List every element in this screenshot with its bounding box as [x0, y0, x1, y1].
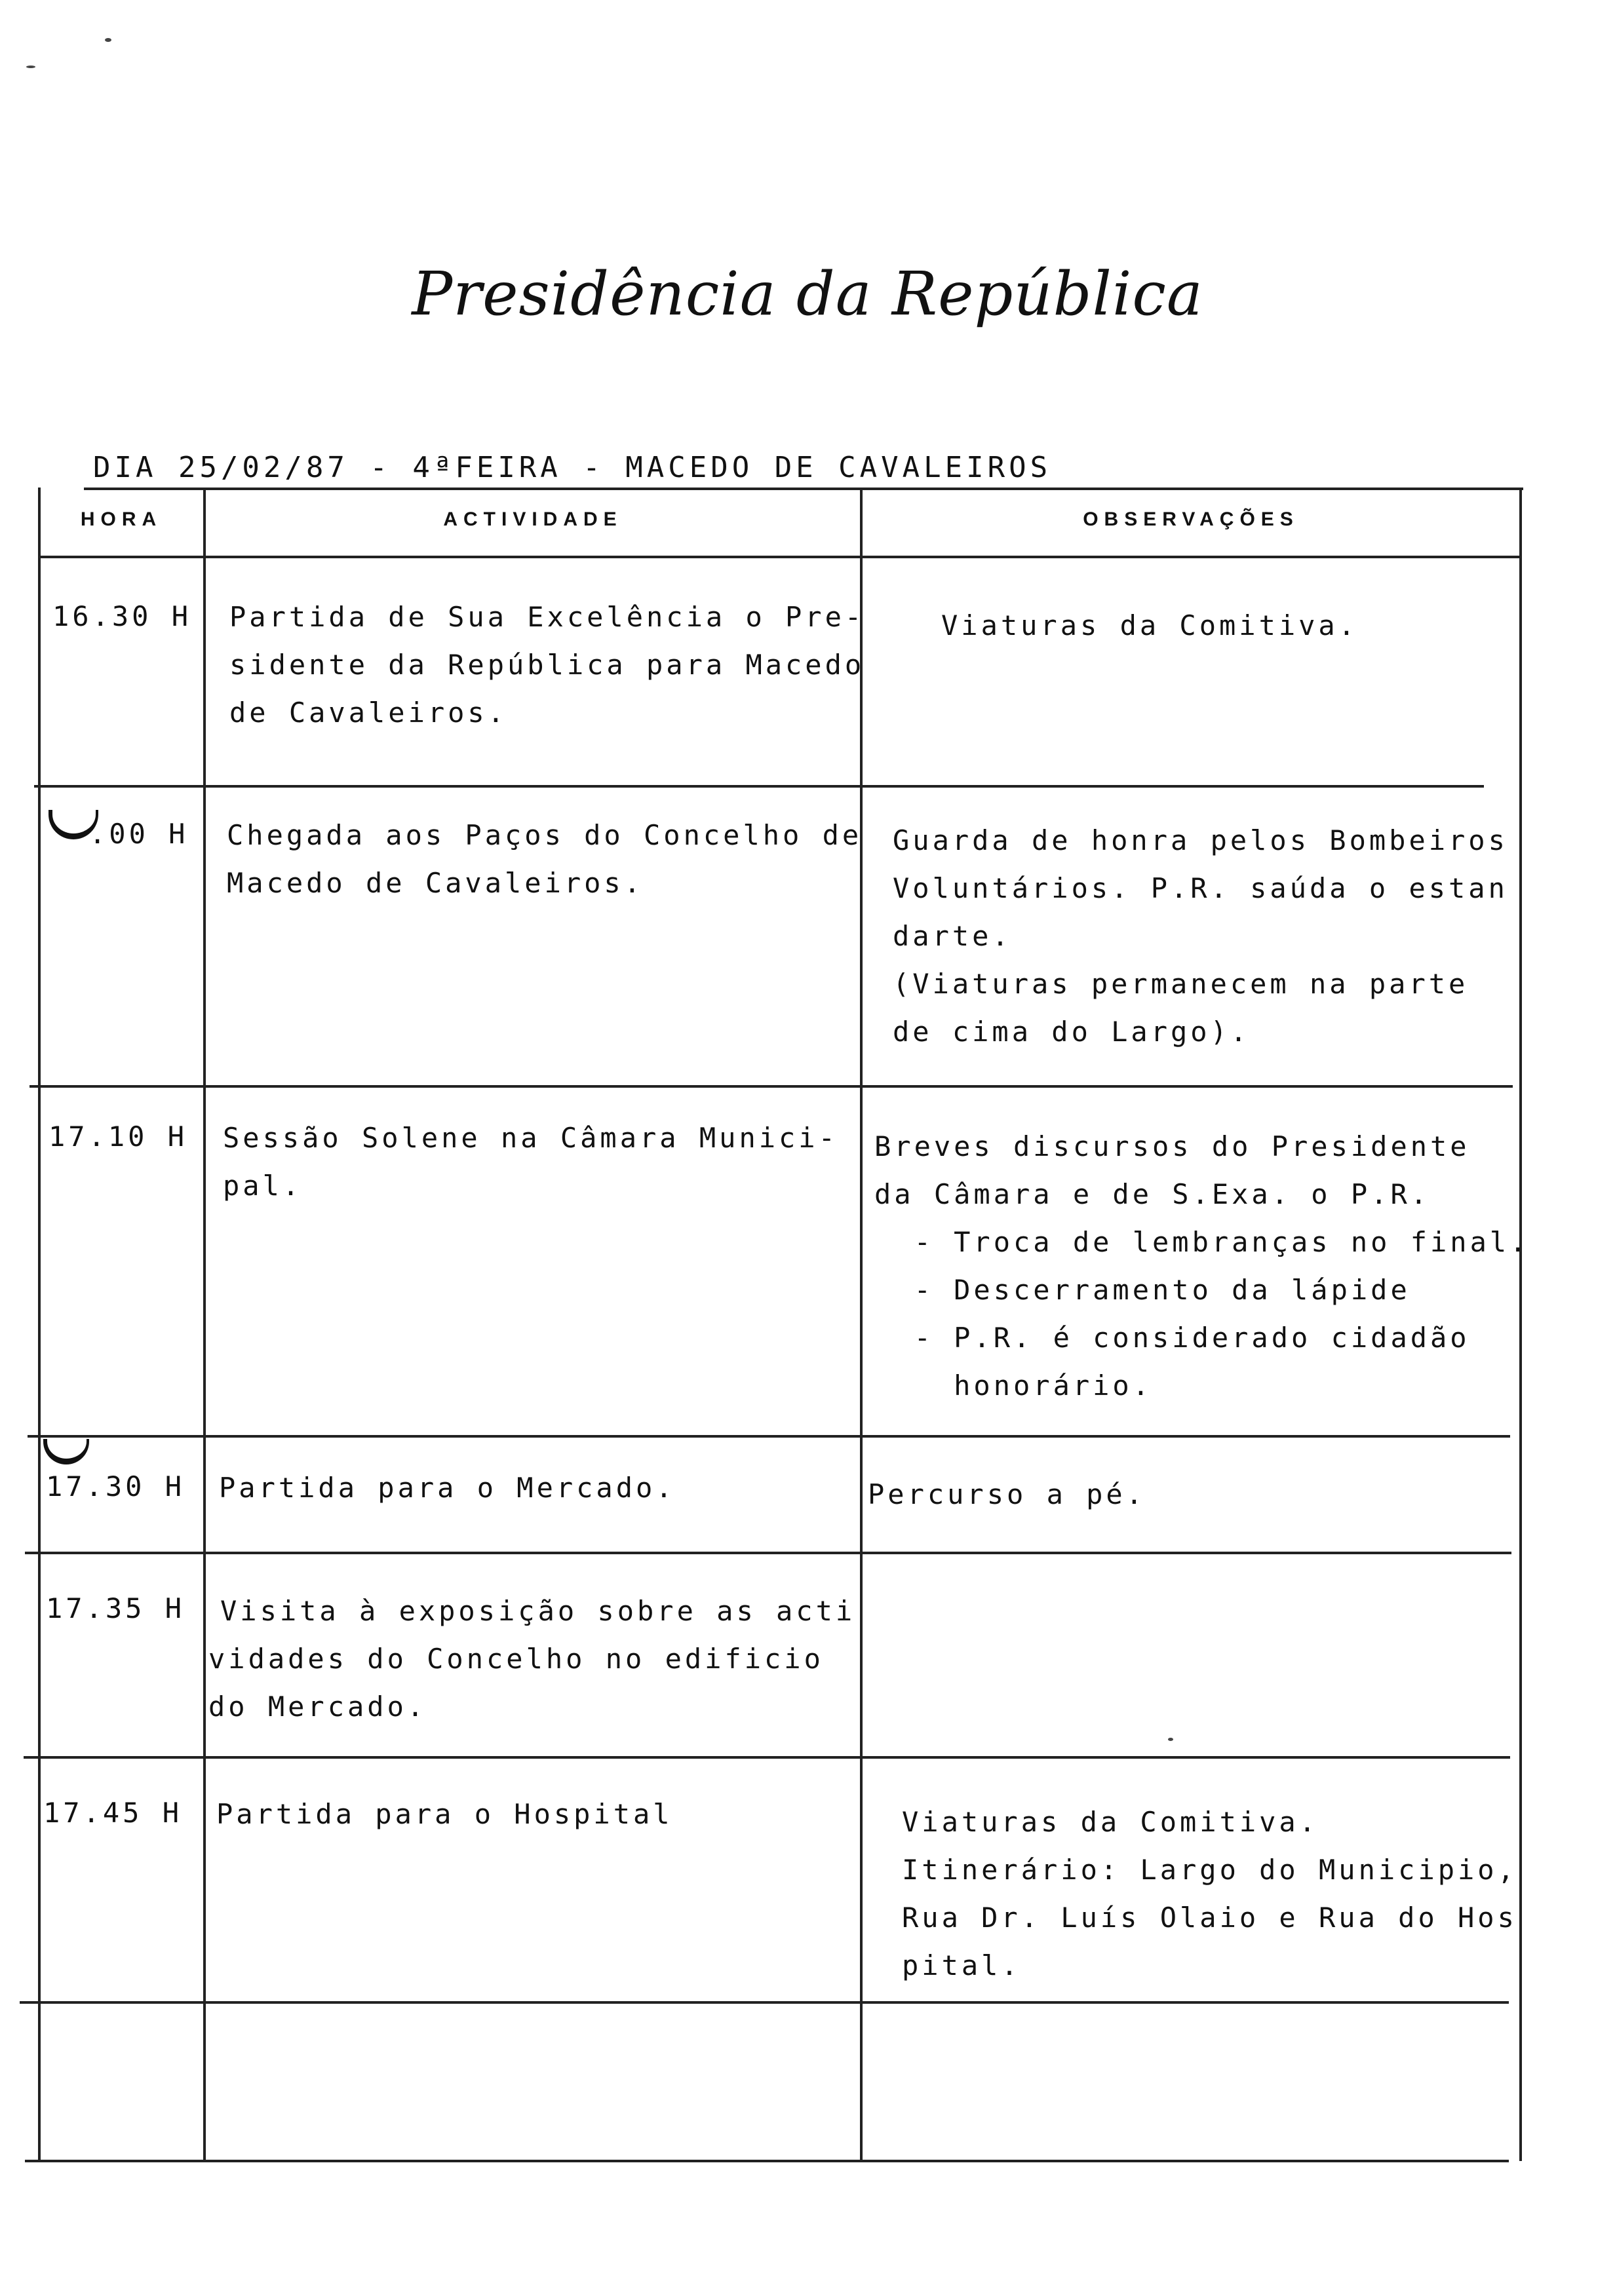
- line: darte.: [893, 920, 1012, 952]
- line: Breves discursos do Presidente: [874, 1130, 1470, 1162]
- scan-speck: [1168, 1738, 1173, 1741]
- day-line: DIA 25/02/87 - 4ªFEIRA - MACEDO DE CAVALEIROS: [93, 451, 1052, 484]
- line: Rua Dr. Luís Olaio e Rua do Hos: [902, 1902, 1517, 1934]
- rule-col-1: [203, 489, 206, 2161]
- scan-speck: [105, 38, 111, 42]
- line: Partida para o Hospital: [216, 1798, 673, 1830]
- row-1-observacoes: [941, 602, 1358, 649]
- line: vidades do Concelho no edificio: [208, 1643, 824, 1675]
- row-4-hora: 17.30 H: [46, 1470, 185, 1502]
- header-actividade: ACTIVIDADE: [443, 508, 623, 530]
- row-1-hora: 16.30 H: [52, 600, 192, 632]
- line: do Mercado.: [208, 1691, 427, 1723]
- row-2-observacoes: [893, 816, 1508, 1056]
- rule-row-2: [29, 1085, 1513, 1088]
- line: da Câmara e de S.Exa. o P.R.: [874, 1178, 1431, 1210]
- rule-col-2: [860, 489, 863, 2161]
- row-2-actividade: [227, 811, 862, 907]
- row-6-observacoes: [902, 1798, 1517, 1989]
- line: pital.: [902, 1949, 1021, 1981]
- line: Visita à exposição sobre as acti: [220, 1595, 856, 1627]
- line: Chegada aos Paços do Concelho de: [227, 819, 863, 851]
- rule-row-5: [24, 1756, 1510, 1759]
- line: Viaturas da Comitiva.: [941, 609, 1359, 641]
- line: Partida de Sua Excelência o Pre-: [229, 601, 865, 633]
- row-3-observacoes: [874, 1122, 1529, 1409]
- row-5-actividade: [208, 1587, 855, 1731]
- row-3-hora: 17.10 H: [49, 1120, 188, 1153]
- handwritten-check-mark: [43, 1439, 89, 1464]
- line: de Cavaleiros.: [229, 697, 508, 729]
- rule-header-bottom: [38, 556, 1519, 558]
- line: Viaturas da Comitiva.: [902, 1806, 1319, 1838]
- rule-row-6: [20, 2001, 1509, 2004]
- line: - Troca de lembranças no final.: [874, 1226, 1530, 1258]
- row-4-observacoes: [868, 1470, 1146, 1518]
- rule-row-1: [34, 785, 1484, 788]
- row-1-actividade: [229, 593, 865, 737]
- row-6-actividade: [216, 1790, 673, 1838]
- rule-left: [38, 488, 41, 2161]
- scan-speck: [26, 66, 35, 68]
- line: honorário.: [874, 1369, 1153, 1402]
- line: Macedo de Cavaleiros.: [227, 867, 644, 899]
- line: (Viaturas permanecem na parte: [893, 968, 1469, 1000]
- line: Partida para o Mercado.: [219, 1472, 676, 1504]
- row-3-actividade: [223, 1114, 838, 1210]
- rule-dayline: [84, 488, 1523, 490]
- line: Itinerário: Largo do Municipio,: [902, 1854, 1517, 1886]
- rule-bottom: [25, 2160, 1509, 2162]
- line: Voluntários. P.R. saúda o estan: [893, 872, 1508, 904]
- rule-row-4: [25, 1552, 1511, 1554]
- line: sidente da República para Macedo: [229, 649, 865, 681]
- header-hora: HORA: [80, 508, 163, 530]
- line: Guarda de honra pelos Bombeiros: [893, 824, 1508, 856]
- line: Percurso a pé.: [868, 1478, 1146, 1510]
- row-4-actividade: [219, 1464, 676, 1512]
- row-2-hora: .00 H: [89, 818, 189, 850]
- row-6-hora: 17.45 H: [43, 1797, 183, 1829]
- line: - Descerramento da lápide: [874, 1274, 1411, 1306]
- header-observacoes: OBSERVAÇÕES: [1083, 508, 1299, 530]
- line: - P.R. é considerado cidadão: [874, 1322, 1470, 1354]
- line: pal.: [223, 1170, 303, 1202]
- rule-row-3: [28, 1435, 1510, 1438]
- line: Sessão Solene na Câmara Munici-: [223, 1122, 838, 1154]
- row-5-hora: 17.35 H: [46, 1592, 185, 1624]
- line: de cima do Largo).: [893, 1016, 1251, 1048]
- letterhead-title: Presidência da República: [412, 259, 1203, 329]
